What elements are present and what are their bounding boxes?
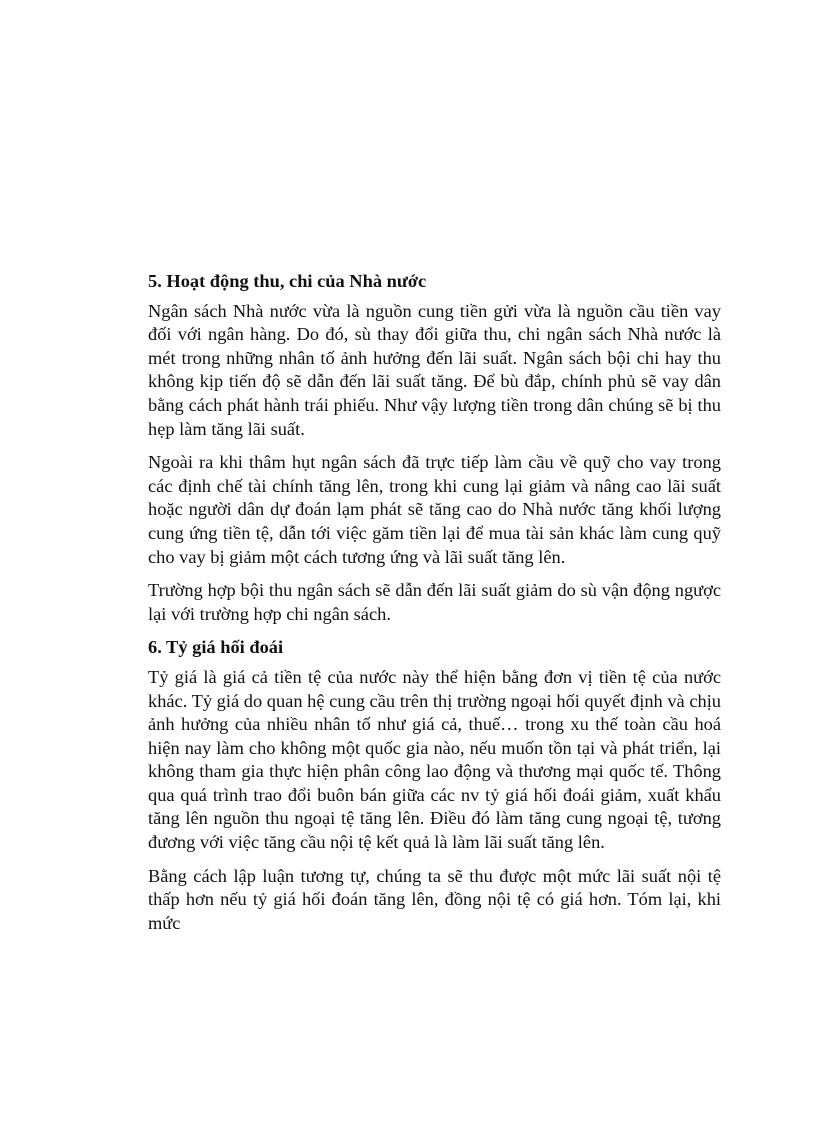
section-5-paragraph-3: Trường hợp bội thu ngân sách sẽ dẫn đến lãi suất giảm do sù vận động ngược lại với trường hợp chi ngân sách. bbox=[148, 580, 721, 624]
section-5-paragraph-2: Ngoài ra khi thâm hụt ngân sách đã trực tiếp làm cầu về quỹ cho vay trong các định chế tài chính tăng lên, trong khi cung lại giảm và nâng cao lãi suất hoặc người dân dự đoán lạm phát sẽ tăng cao do Nhà nước tăng khối lượng cung ứng tiền tệ, dẫn tới việc găm tiền lại để mua tài sản khác làm cung quỹ cho vay bị giảm một cách tương ứng và lãi suất tăng lên. bbox=[148, 452, 721, 567]
document-page bbox=[148, 270, 721, 945]
section-6-paragraph-2: Bằng cách lập luận tương tự, chúng ta sẽ thu được một mức lãi suất nội tệ thấp hơn nếu tỷ giá hối đoán tăng lên, đồng nội tệ có giá hơn. Tóm lại, khi mức bbox=[148, 865, 721, 933]
section-5-heading: 5. Hoạt động thu, chi của Nhà nước bbox=[148, 271, 427, 291]
section-6-heading: 6. Tỷ giá hối đoái bbox=[148, 637, 284, 658]
section-6-paragraph-1: Tỷ giá là giá cả tiền tệ của nước này thể hiện bằng đơn vị tiền tệ của nước khác. Tỷ giá do quan hệ cung cầu trên thị trường ngoại hối quyết định và chịu ảnh hưởng của nhiều nhân tố như giá cả, thuế… trong xu thế toàn cầu hoá hiện nay làm cho không một quốc gia nào, nếu muốn tồn tại và phát triển, lại không tham gia thực hiện phân công lao động và thương mại quốc tế. Thông qua quá trình trao đổi buôn bán giữa các nv tỷ giá hối đoái giảm, xuất khẩu tăng lên nguồn thu ngoại tệ tăng lên. Điều đó làm tăng cung ngoại tệ, tương đương với việc tăng cầu nội tệ kết quả là làm lãi suất tăng lên. bbox=[148, 666, 721, 853]
section-5-paragraph-1: Ngân sách Nhà nước vừa là nguồn cung tiền gửi vừa là nguồn cầu tiền vay đối với ngân hàng. Do đó, sù thay đổi giữa thu, chi ngân sách Nhà nước là mét trong những nhân tố ảnh hưởng đến lãi suất. Ngân sách bội chi hay thu không kịp tiến độ sẽ dẫn đến lãi suất tăng. Để bù đắp, chính phủ sẽ vay dân bằng cách phát hành trái phiếu. Như vậy lượng tiền trong dân chúng sẽ bị thu hẹp làm tăng lãi suất. bbox=[148, 300, 721, 439]
